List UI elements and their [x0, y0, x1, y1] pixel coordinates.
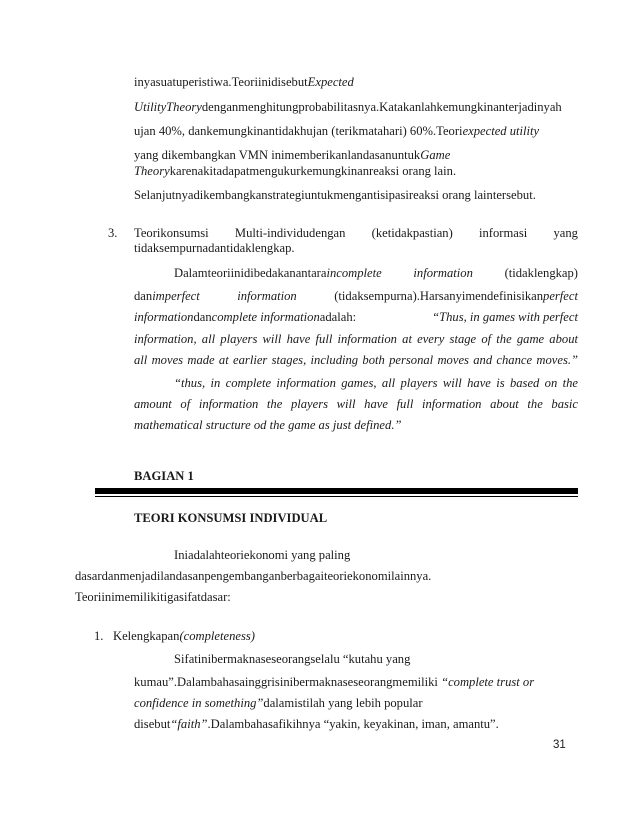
list-item-title: [113, 630, 255, 643]
text-line: Iniadalahteoriekonomi yang paling: [174, 548, 351, 562]
text: .Dalambahasafikihnya “yakin, keyakinan, iman, amantu”.: [207, 717, 499, 731]
text-line: [134, 676, 534, 689]
text: adalah:: [319, 310, 357, 324]
emphasis: Theory: [134, 164, 170, 178]
emphasis: “Thus, in games with perfect: [432, 310, 578, 324]
text-line: [134, 697, 423, 710]
emphasis: information: [237, 289, 297, 303]
emphasis: perfect: [543, 289, 578, 303]
emphasis: information: [134, 310, 194, 324]
text-group: [334, 290, 578, 303]
emphasis: confidence in something”: [134, 696, 264, 710]
emphasis: UtilityTheory: [134, 100, 202, 114]
text-line: [134, 189, 536, 202]
list-number: 1.: [94, 629, 104, 643]
text: dan: [193, 310, 212, 324]
emphasis: Expected: [307, 75, 354, 89]
text: kumau”.Dalambahasainggrisinibermaknaseseorangmemiliki: [134, 675, 442, 689]
text: karenakitadapatmengukurkemungkinanreaksi orang lain.: [169, 164, 457, 178]
text-line: dasardanmenjadilandasanpengembanganberbagaiteoriekonomilainnya.: [75, 569, 432, 583]
quote-line: information, all players will have full information at every stage of the game about: [134, 332, 578, 346]
quote-line: mathematical structure od the game as just defined.”: [134, 418, 402, 432]
text-line: [134, 227, 578, 240]
section-heading: BAGIAN 1: [134, 469, 194, 483]
text-line: [134, 165, 456, 178]
text-line: [134, 76, 354, 89]
text: Multi-individudengan: [234, 226, 346, 240]
emphasis: (completeness): [179, 629, 255, 643]
text: Dalamteoriinidibedakanantara: [174, 266, 327, 280]
emphasis: “faith”: [170, 717, 208, 731]
text: yang dikembangkan VMN inimemberikanlandasanuntuk: [134, 148, 421, 162]
text-line: [134, 290, 578, 303]
text: dalamistilah yang lebih popular: [263, 696, 423, 710]
text: (tidaksempurna).Harsanyimendefinisikan: [334, 289, 544, 303]
heading-rule-thick: [95, 488, 578, 494]
text: denganmenghitungprobabilitasnya.Katakanlahkemungkinanterjadinyah: [201, 100, 562, 114]
text: disebut: [134, 717, 171, 731]
quote-line: “thus, in complete information games, all players will have is based on the: [174, 376, 578, 390]
text-group: [134, 290, 200, 303]
emphasis: expected utility: [462, 124, 540, 138]
text-line: [174, 267, 578, 280]
heading-rule-thin: [95, 496, 578, 497]
text-group: [174, 267, 382, 280]
text: Kelengkapan: [113, 629, 180, 643]
section-subheading: TEORI KONSUMSI INDIVIDUAL: [134, 511, 328, 525]
list-number: 3.: [108, 226, 118, 240]
text: inyasuatuperistiwa.Teoriinidisebut: [134, 75, 308, 89]
text: ujan 40%, dankemungkinantidakhujan (terikmatahari) 60%.Teori: [134, 124, 463, 138]
text: (ketidakpastian): [371, 226, 453, 240]
text-line: [134, 718, 499, 731]
quote-line: amount of information the players will have full information about the basic: [134, 397, 578, 411]
page-number: 31: [553, 739, 566, 751]
emphasis: Game: [420, 148, 451, 162]
emphasis: “complete trust or: [441, 675, 535, 689]
text-group: [134, 311, 356, 324]
text-line: [134, 125, 539, 138]
text-line: [134, 149, 450, 162]
quote-line: all moves made at earlier stages, including both personal moves and chance moves.”: [134, 353, 578, 367]
emphasis: imperfect: [152, 289, 200, 303]
emphasis: incomplete: [326, 266, 382, 280]
text-line: Sifatinibermaknaseseorangselalu “kutahu yang: [174, 652, 411, 666]
text: dan: [134, 289, 153, 303]
emphasis: information: [413, 266, 473, 280]
emphasis: complete information: [211, 310, 320, 324]
text-line: [134, 101, 562, 114]
text-line: tidaksempurnadantidaklengkap.: [134, 241, 295, 255]
text: Selanjutnyadikembangkanstrategiuntukmengantisipasireaksi orang laintersebut.: [134, 188, 536, 202]
text: Teorikonsumsi: [134, 226, 209, 240]
text-line: Teoriinimemilikitigasifatdasar:: [75, 590, 231, 604]
text: (tidaklengkap): [504, 266, 578, 280]
text-line: [134, 311, 578, 324]
text: informasi: [478, 226, 528, 240]
text: yang: [553, 226, 578, 240]
